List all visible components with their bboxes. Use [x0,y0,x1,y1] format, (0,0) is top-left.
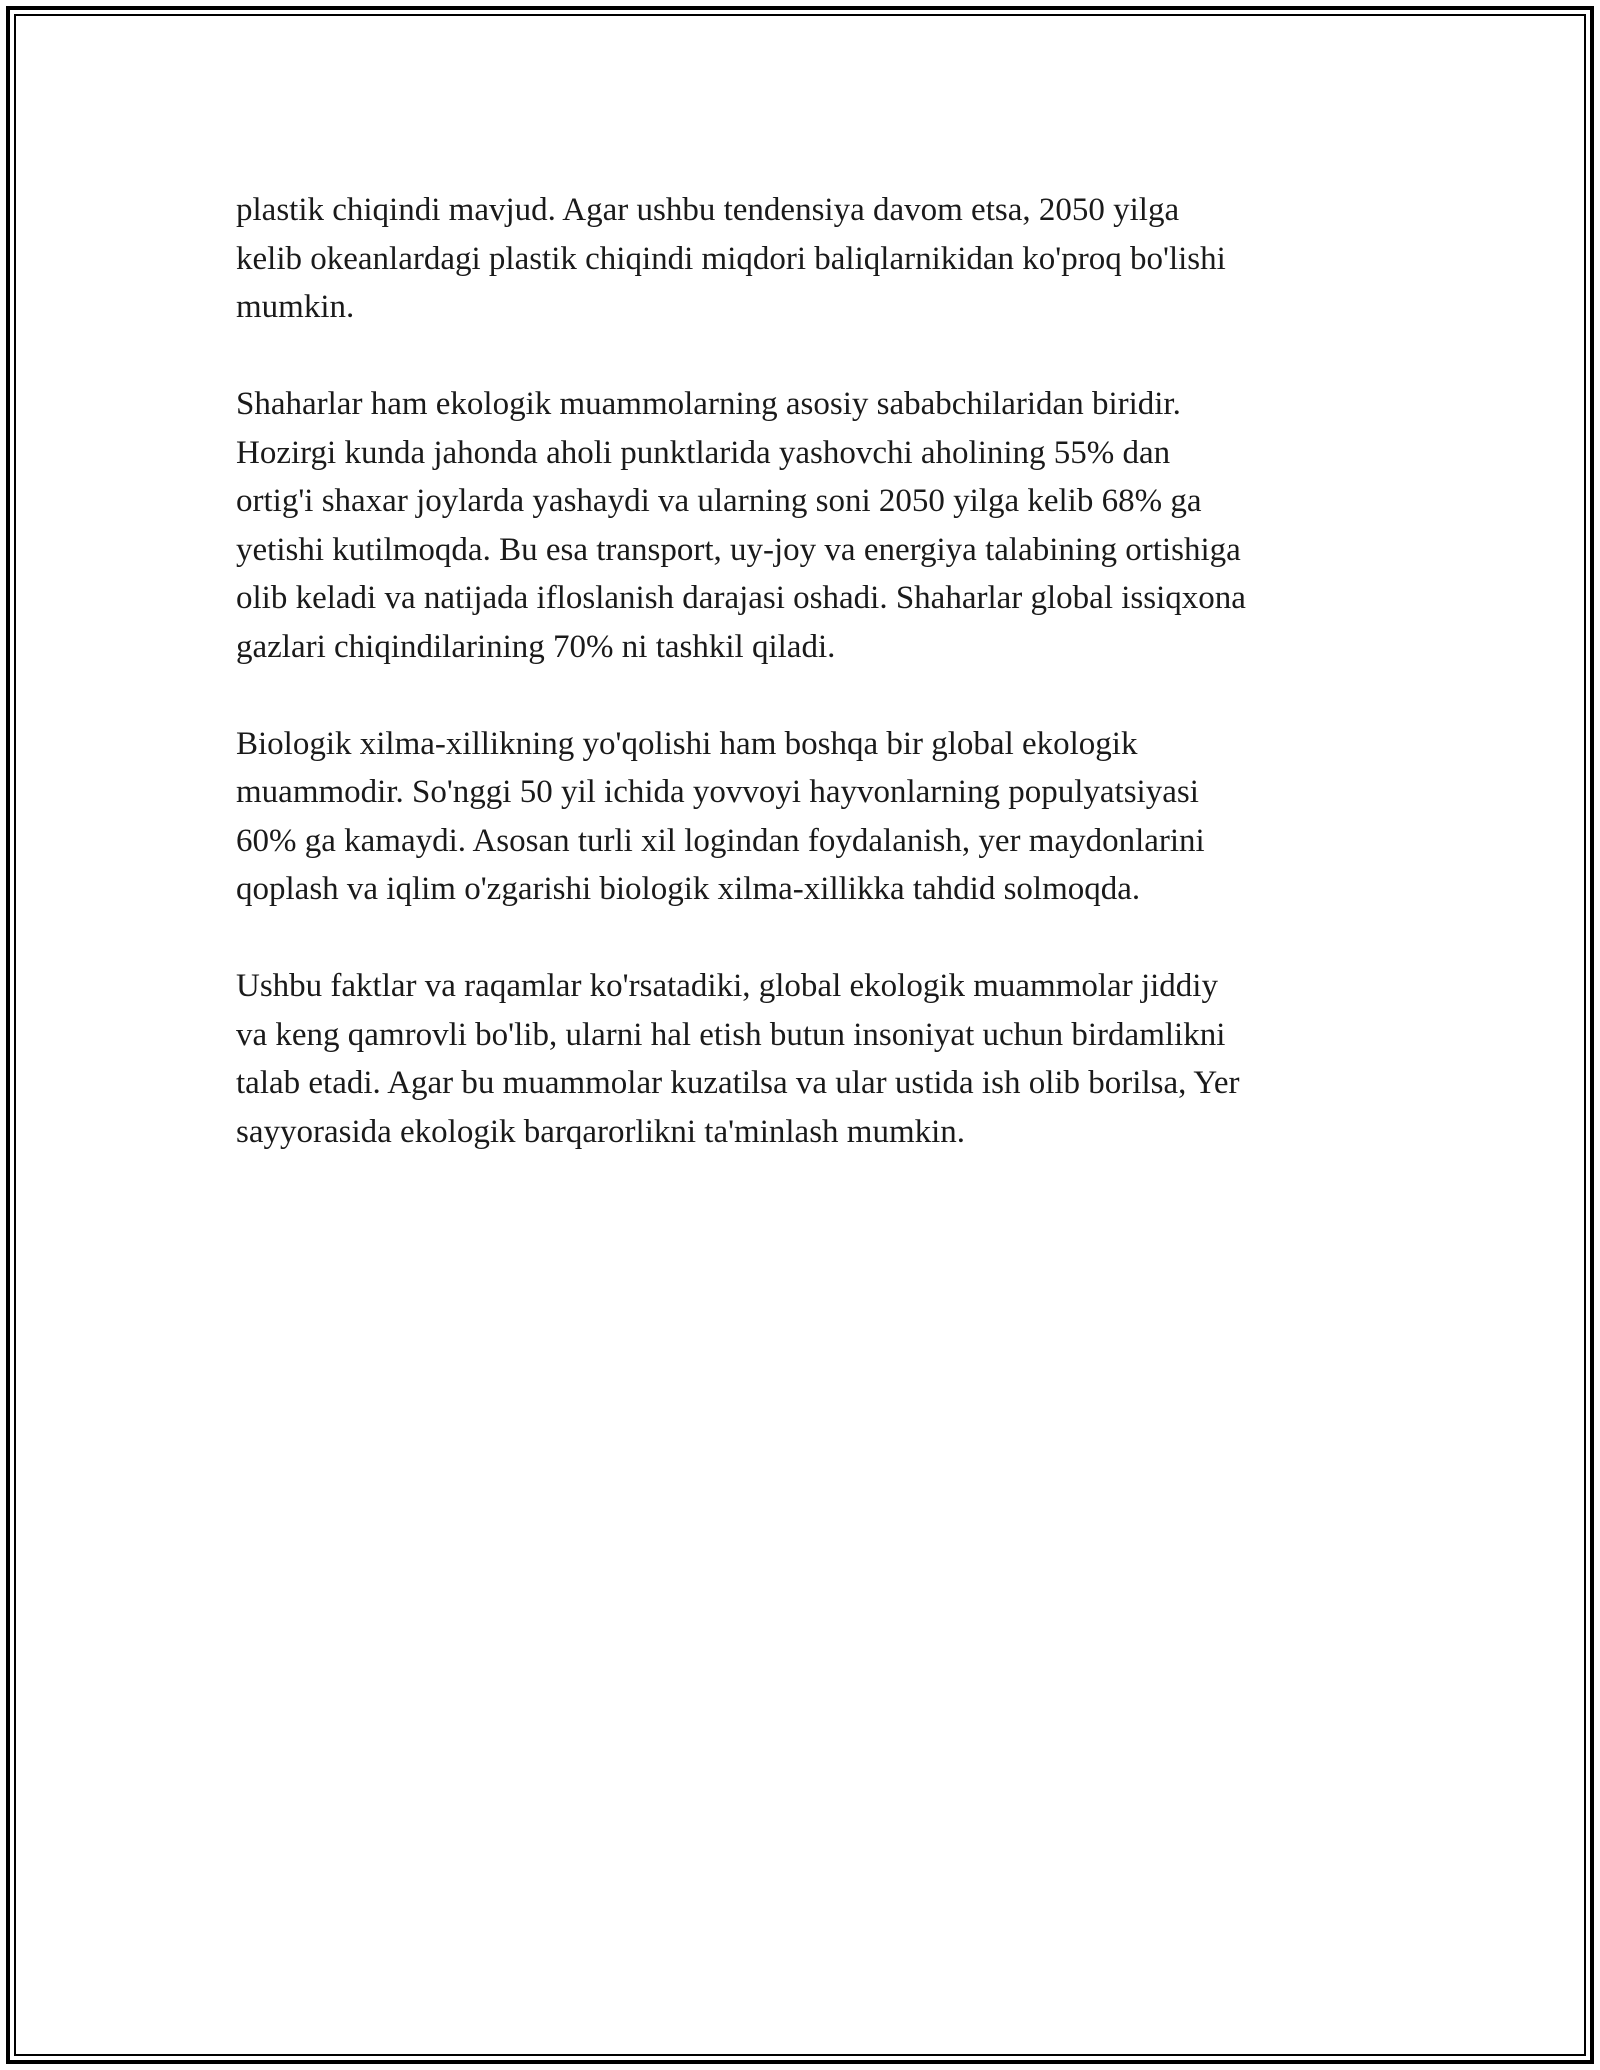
paragraph-cities: Shaharlar ham ekologik muammolarning asosiy sababchilaridan biridir. Hozirgi kunda jahonda aholi punktlarida yashovchi aholining 55% dan ortig'i shaxar joylarda yashaydi va ularning soni 2050 yilga kelib 68% ga yetishi kutilmoqda. Bu esa transport, uy-joy va energiya talabining ortishiga olib keladi va natijada ifloslanish darajasi oshadi. Shaharlar global issiqxona gazlari chiqindilarining 70% ni tashkil qiladi. [236,386,1246,665]
paragraph-plastic-waste: plastik chiqindi mavjud. Agar ushbu tendensiya davom etsa, 2050 yilga kelib okeanlardagi plastik chiqindi miqdori baliqlarnikidan ko'proq bo'lishi mumkin. [236,192,1226,325]
paragraph-conclusion: Ushbu faktlar va raqamlar ko'rsatadiki, global ekologik muammolar jiddiy va keng qamrovli bo'lib, ularni hal etish butun insoniyat uchun birdamlikni talab etadi. Agar bu muammolar kuzatilsa va ular ustida ish olib borilsa, Yer sayyorasida ekologik barqarorlikni ta'minlash mumkin. [236,968,1240,1150]
document-body [236,186,1366,1205]
paragraph-biodiversity: Biologik xilma-xillikning yo'qolishi ham boshqa bir global ekologik muammodir. So'nggi 50 yil ichida yovvoyi hayvonlarning populyatsiyasi 60% ga kamaydi. Asosan turli xil logindan foydalanish, yer maydonlarini qoplash va iqlim o'zgarishi biologik xilma-xillikka tahdid solmoqda. [236,725,1205,907]
